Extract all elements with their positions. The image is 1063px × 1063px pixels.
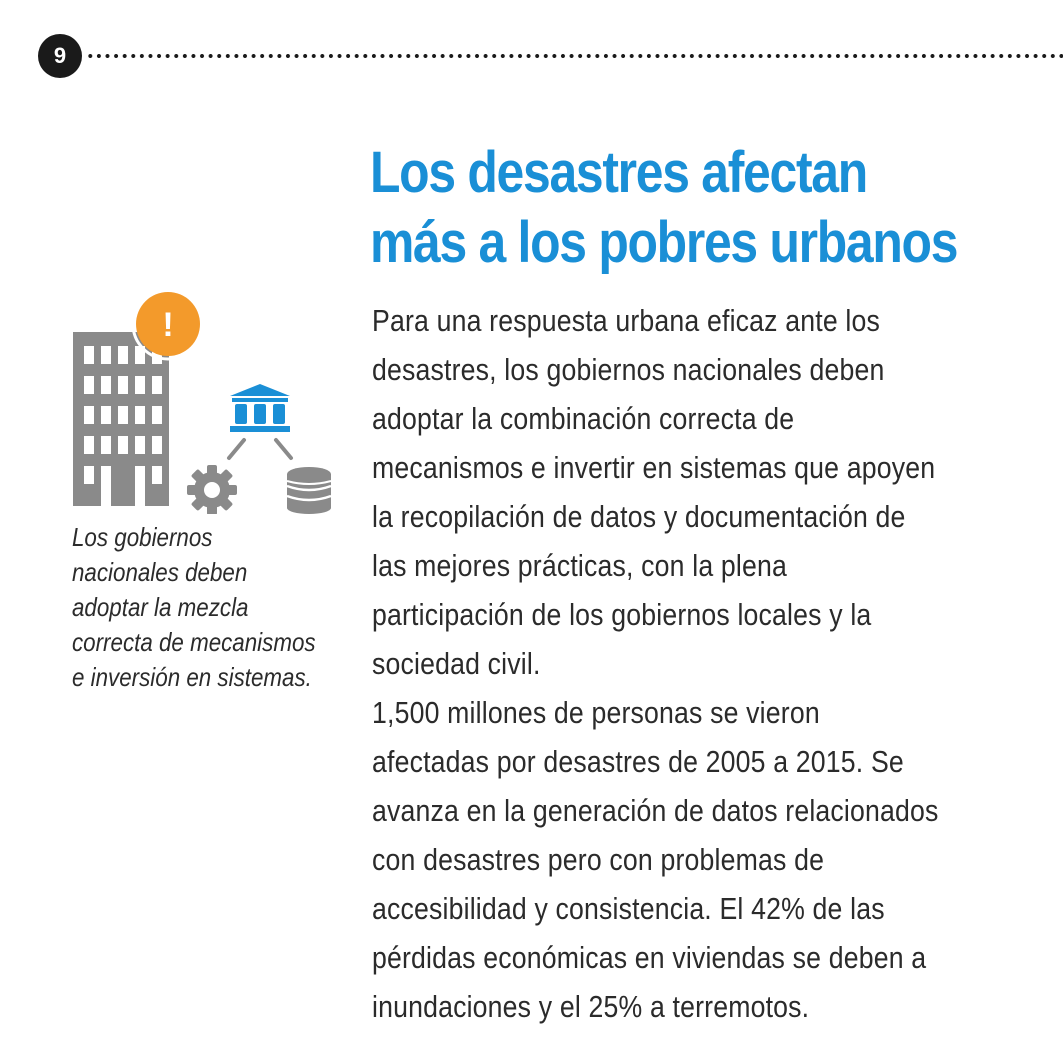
title-line-2: más a los pobres urbanos bbox=[370, 210, 958, 275]
dotted-divider bbox=[86, 53, 1063, 59]
gear-icon bbox=[187, 465, 237, 514]
caption-line-1: Los gobiernos bbox=[72, 522, 213, 552]
title-line-1: Los desastres afectan bbox=[370, 140, 867, 205]
connector-line-left bbox=[229, 440, 244, 458]
body-text bbox=[372, 296, 940, 1031]
alert-icon bbox=[133, 292, 203, 359]
coins-icon bbox=[287, 467, 331, 514]
illustration-caption bbox=[72, 520, 330, 695]
svg-text:!: ! bbox=[162, 306, 174, 344]
body-paragraph-2: 1,500 millones de personas se vieron afectadas por desastres de 2005 a 2015. Se avanza en la generación de datos relacionados con desastres pero con problemas de accesibilidad y consistencia. El 42% de las pérdidas económicas en viviendas se deben a inundaciones y el 25% a terremotos. bbox=[372, 695, 939, 1024]
caption-line-5: e inversión en sistemas. bbox=[72, 662, 312, 692]
caption-line-3: adoptar la mezcla bbox=[72, 592, 249, 622]
caption-line-2: nacionales deben bbox=[72, 557, 248, 587]
page-number-badge: 9 bbox=[38, 34, 82, 78]
page-title bbox=[370, 138, 958, 278]
connector-line-right bbox=[276, 440, 291, 458]
caption-line-4: correcta de mecanismos bbox=[72, 627, 316, 657]
building-icon bbox=[73, 332, 169, 506]
government-icon bbox=[230, 384, 290, 432]
illustration bbox=[66, 292, 338, 514]
body-paragraph-1: Para una respuesta urbana eficaz ante los desastres, los gobiernos nacionales deben adoptar la combinación correcta de mecanismos e invertir en sistemas que apoyen la recopilación de datos y documentación de las mejores prácticas, con la plena participación de los gobiernos locales y la sociedad civil. bbox=[372, 303, 936, 681]
